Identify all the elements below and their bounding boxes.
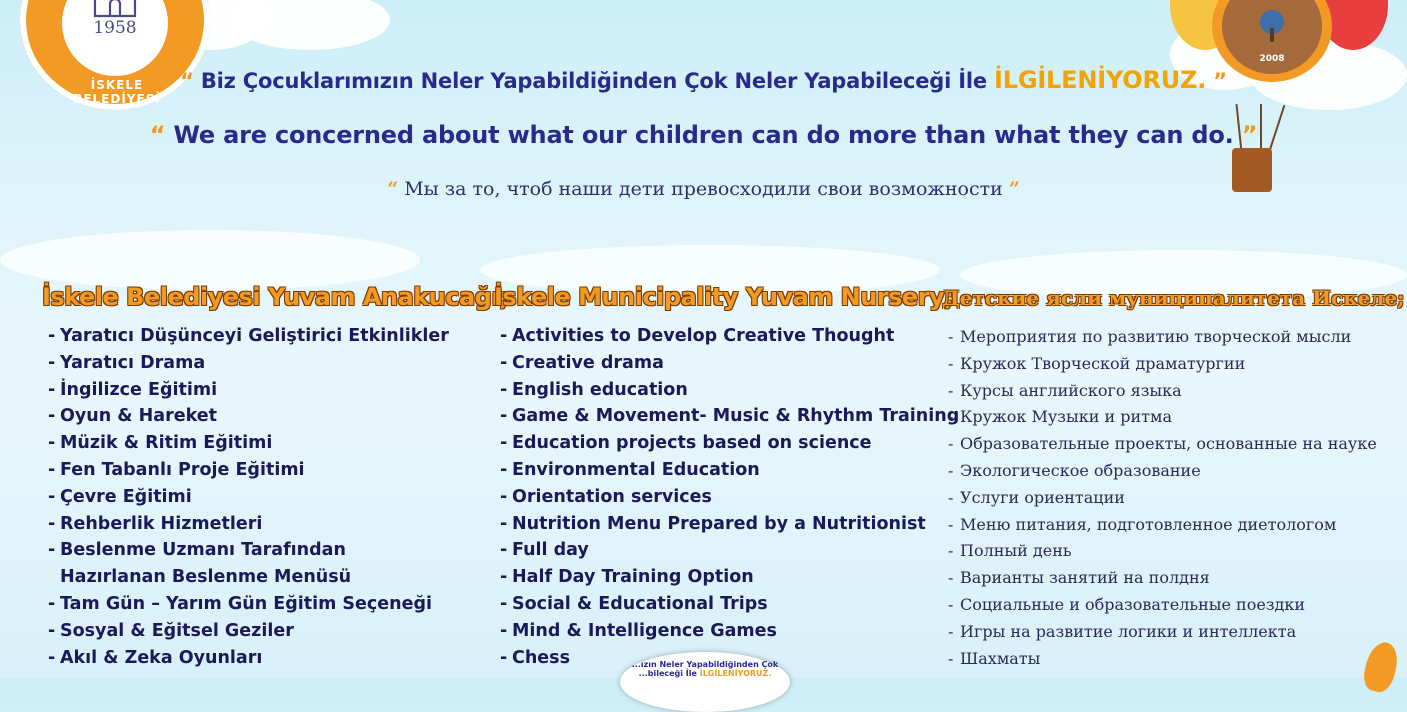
list-item: - Меню питания, подготовленное диетологом xyxy=(942,512,1382,539)
column-turkish xyxy=(42,283,509,671)
list-item: - Мероприятия по развитию творческой мысли xyxy=(942,324,1382,351)
quote-english xyxy=(0,121,1407,149)
list-item: - Tam Gün – Yarım Gün Eğitim Seçeneği xyxy=(42,591,452,618)
badge-line: ...ızın Neler Yapabildiğinden Çok xyxy=(631,660,779,669)
list-item: - Полный день xyxy=(942,538,1382,565)
list-item: - English education xyxy=(494,377,924,404)
tree-icon xyxy=(1222,0,1322,48)
list-item: - Environmental Education xyxy=(494,457,924,484)
logo-emblem xyxy=(1222,0,1322,74)
list-item: - Варианты занятий на полдня xyxy=(942,565,1382,592)
feature-list xyxy=(942,324,1382,672)
logo-ring-text: İSKELE BELEDİYESİ xyxy=(73,78,161,106)
list-item: - Orientation services xyxy=(494,484,924,511)
column-title: İskele Municipality Yuvam Nursery; xyxy=(494,283,954,311)
quote-turkish xyxy=(0,66,1407,94)
logo-emblem xyxy=(62,0,168,76)
list-item: - Yaratıcı Drama xyxy=(42,350,452,377)
slogan-badge xyxy=(620,652,790,712)
column-title: İskele Belediyesi Yuvam Anakucağı; xyxy=(42,283,509,311)
list-item: - Çevre Eğitimi xyxy=(42,484,452,511)
feature-list xyxy=(42,323,452,671)
list-item: - Fen Tabanlı Proje Eğitimi xyxy=(42,457,452,484)
list-item: - Шахматы xyxy=(942,646,1382,673)
list-item: - Социальные и образовательные поездки xyxy=(942,592,1382,619)
column-english xyxy=(494,283,960,671)
cloud xyxy=(230,0,390,50)
column-russian xyxy=(942,283,1405,672)
quote-russian-text: Мы за то, чтоб наши дети превосходили свои возможности xyxy=(404,178,1003,200)
list-item: - Курсы английского языка xyxy=(942,378,1382,405)
list-item: - Müzik & Ritim Eğitimi xyxy=(42,430,452,457)
list-item: - Кружок Музыки и ритма xyxy=(942,404,1382,431)
feature-list xyxy=(494,323,960,671)
castle-icon xyxy=(92,0,138,18)
list-item: - Education projects based on science xyxy=(494,430,924,457)
list-item: - Akıl & Zeka Oyunları xyxy=(42,645,452,672)
list-item: - Beslenme Uzmanı Tarafından Hazırlanan Beslenme Menüsü xyxy=(42,537,440,591)
list-item: - Экологическое образование xyxy=(942,458,1382,485)
quote-open-mark: “ xyxy=(180,69,194,93)
list-item: - Creative drama xyxy=(494,350,924,377)
list-item: - Social & Educational Trips xyxy=(494,591,924,618)
list-item: - Образовательные проекты, основанные на науке xyxy=(942,431,1382,458)
quote-turkish-highlight: İLGİLENİYORUZ. xyxy=(994,66,1207,94)
quote-close-mark: ” xyxy=(1008,178,1020,200)
cloud xyxy=(0,230,420,290)
list-item: - Game & Movement- Music & Rhythm Training xyxy=(494,403,924,430)
column-title: Детские ясли муниципалитета Искеле; xyxy=(942,286,1405,310)
list-item: - Nutrition Menu Prepared by a Nutritionist xyxy=(494,511,924,538)
list-item: - Full day xyxy=(494,537,924,564)
list-item: - Mind & Intelligence Games xyxy=(494,618,924,645)
list-item: - Half Day Training Option xyxy=(494,564,924,591)
list-item: - Услуги ориентации xyxy=(942,485,1382,512)
list-item: - Игры на развитие логики и интеллекта xyxy=(942,619,1382,646)
list-item: - Yaratıcı Düşünceyi Geliştirici Etkinlikler xyxy=(42,323,452,350)
list-item: - Кружок Творческой драматургии xyxy=(942,351,1382,378)
badge-line: ...bileceği İle İLGİLENİYORUZ. xyxy=(638,669,772,678)
list-item: - Rehberlik Hizmetleri xyxy=(42,511,452,538)
quote-english-text: We are concerned about what our children can do more than what they can do. xyxy=(173,121,1234,149)
list-item: - İngilizce Eğitimi xyxy=(42,377,452,404)
quote-close-mark: ” xyxy=(1241,121,1258,149)
list-item: - Chess xyxy=(494,645,924,672)
list-item: - Sosyal & Eğitsel Geziler xyxy=(42,618,452,645)
list-item: - Oyun & Hareket xyxy=(42,403,452,430)
logo-year: 2008 xyxy=(1259,54,1285,64)
logo-year: 1958 xyxy=(93,18,137,38)
quote-close-mark: ” xyxy=(1213,69,1227,93)
quote-turkish-text: Biz Çocuklarımızın Neler Yapabildiğinden Çok Neler Yapabileceği İle xyxy=(200,69,987,93)
quote-open-mark: “ xyxy=(149,121,166,149)
list-item: - Activities to Develop Creative Thought xyxy=(494,323,924,350)
quote-russian xyxy=(0,178,1407,200)
quote-open-mark: “ xyxy=(387,178,399,200)
